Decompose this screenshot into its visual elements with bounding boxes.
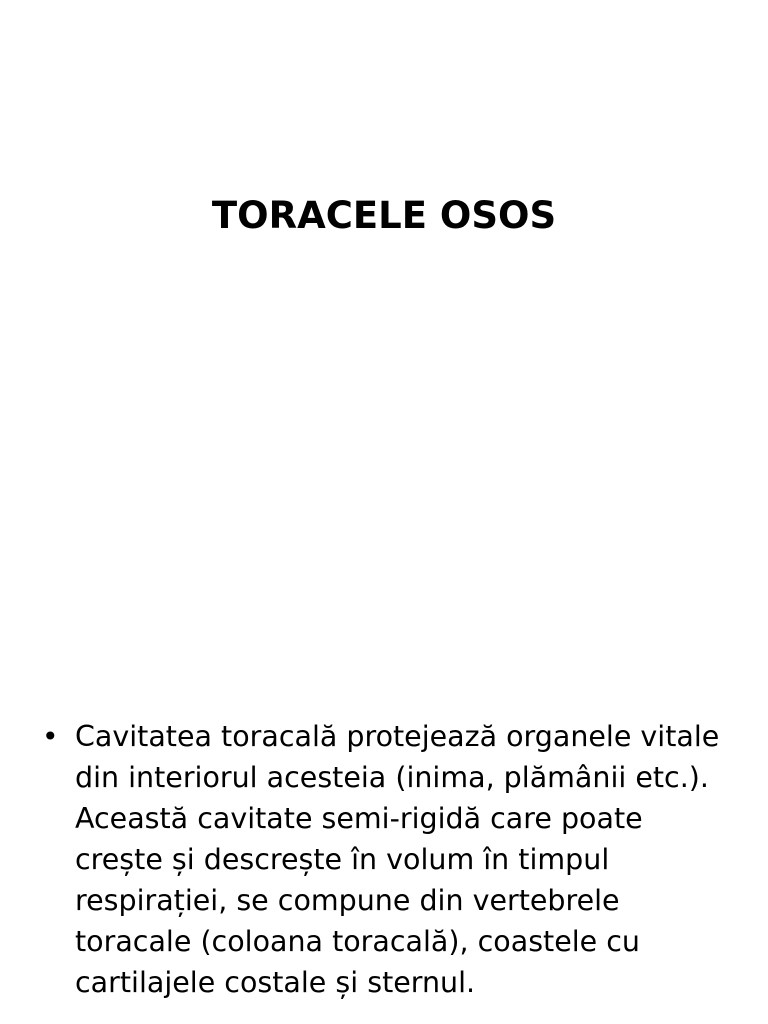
bullet-list <box>40 716 720 1003</box>
bullet-marker: • <box>42 720 59 753</box>
bullet-item <box>40 716 720 1003</box>
bullet-text: Cavitatea toracală protejează organele vitale din interiorul acesteia (inima, plămânii etc.). Această cavitate semi-rigidă care poate crește și descrește în volum în timpul respirației, se compune din vertebrele toracale (coloana toracală), coastele cu cartilajele costale și sternul. <box>75 720 720 999</box>
slide-title: TORACELE OSOS <box>211 194 557 237</box>
